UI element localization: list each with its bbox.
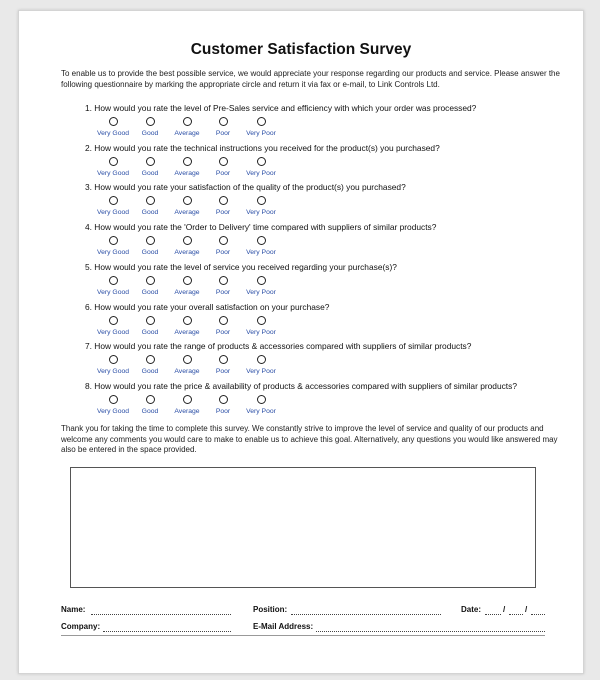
name-field[interactable]: [91, 614, 231, 615]
rating-label: Poor: [215, 209, 231, 217]
rating-options: [19, 236, 583, 258]
date-separator: /: [525, 605, 528, 614]
date-day-field[interactable]: [485, 614, 501, 615]
intro-text: To enable us to provide the best possible service, we would appreciate your response regarding our products and service. Please answer the following questionnaire by marking the appropriate circle and return it via fax or e-mail, to Link Controls Ltd.: [61, 69, 560, 89]
rating-label: Good: [141, 368, 159, 376]
rating-label: Very Poor: [246, 169, 276, 177]
rating-radio[interactable]: [257, 157, 266, 166]
rating-radio[interactable]: [219, 395, 228, 404]
rating-label: Good: [141, 209, 159, 217]
question-text: 6. How would you rate your overall satisfaction on your purchase?: [85, 301, 330, 312]
date-label: Date:: [461, 605, 482, 614]
comments-box[interactable]: [70, 467, 536, 588]
rating-label: Poor: [215, 368, 231, 376]
rating-label: Very Poor: [246, 209, 276, 217]
rating-radio[interactable]: [109, 316, 118, 325]
rating-radio[interactable]: [257, 316, 266, 325]
email-field[interactable]: [316, 631, 545, 632]
rating-label: Good: [141, 288, 159, 296]
rating-radio[interactable]: [109, 276, 118, 285]
rating-label: Average: [174, 407, 200, 415]
rating-radio[interactable]: [146, 117, 155, 126]
company-field[interactable]: [103, 631, 231, 632]
question-text: 2. How would you rate the technical instructions you received for the product(s) you purchased?: [85, 142, 440, 153]
rating-label: Very Good: [96, 328, 130, 336]
rating-label: Very Good: [96, 130, 130, 137]
rating-radio[interactable]: [109, 395, 118, 404]
rating-radio[interactable]: [257, 117, 266, 126]
date-month-field[interactable]: [509, 614, 523, 615]
rating-label: Poor: [215, 169, 231, 177]
thanks-text: Thank you for taking the time to complete this survey. We constantly strive to improve the level of service and quality of our products and welcome any comments you would care to make to enable us to achieve this goal. Alternatively, any questions you would like answered may also be entered in the space provided.: [61, 424, 558, 454]
rating-label: Average: [174, 209, 200, 217]
rating-radio[interactable]: [219, 117, 228, 126]
rating-label: Poor: [215, 328, 231, 336]
question-text: 5. How would you rate the level of service you received regarding your purchase(s)?: [85, 261, 397, 272]
divider: [61, 635, 545, 636]
rating-label: Very Poor: [246, 407, 276, 415]
question-text: 8. How would you rate the price & availability of products & accessories compared with suppliers of similar products?: [85, 380, 517, 391]
company-label: Company:: [61, 622, 101, 631]
rating-options: [19, 316, 583, 338]
rating-label: Poor: [215, 249, 231, 257]
rating-label: Very Poor: [246, 368, 276, 376]
rating-radio[interactable]: [257, 196, 266, 205]
rating-radio[interactable]: [109, 236, 118, 245]
rating-radio[interactable]: [219, 236, 228, 245]
rating-radio[interactable]: [183, 236, 192, 245]
name-label: Name:: [61, 605, 86, 614]
rating-options: [19, 196, 583, 218]
rating-radio[interactable]: [183, 316, 192, 325]
rating-radio[interactable]: [257, 355, 266, 364]
date-separator: /: [503, 605, 506, 614]
date-year-field[interactable]: [531, 614, 545, 615]
rating-label: Good: [141, 407, 159, 415]
question-text: 7. How would you rate the range of products & accessories compared with suppliers of similar products?: [85, 341, 472, 352]
rating-label: Average: [174, 288, 200, 296]
rating-radio[interactable]: [183, 276, 192, 285]
rating-label: Very Poor: [246, 130, 276, 137]
question-text: 1. How would you rate the level of Pre-Sales service and efficiency with which your order was processed?: [85, 103, 477, 113]
rating-label: Poor: [215, 407, 231, 415]
rating-radio[interactable]: [183, 117, 192, 126]
rating-label: Very Good: [96, 407, 130, 415]
rating-label: Good: [141, 169, 159, 177]
rating-radio[interactable]: [219, 196, 228, 205]
survey-page: [18, 10, 584, 674]
email-label: E-Mail Address:: [253, 622, 314, 631]
position-field[interactable]: [291, 614, 441, 615]
position-label: Position:: [253, 605, 288, 614]
rating-radio[interactable]: [146, 236, 155, 245]
rating-radio[interactable]: [257, 395, 266, 404]
question-text: 3. How would you rate your satisfaction of the quality of the product(s) you purchased?: [85, 182, 406, 193]
rating-radio[interactable]: [219, 276, 228, 285]
rating-options: [19, 276, 583, 298]
rating-radio[interactable]: [109, 117, 118, 126]
rating-label: Average: [174, 169, 200, 177]
question-text: 4. How would you rate the 'Order to Delivery' time compared with suppliers of similar products?: [85, 222, 437, 233]
rating-label: Very Good: [96, 209, 130, 217]
rating-radio[interactable]: [146, 395, 155, 404]
rating-radio[interactable]: [183, 196, 192, 205]
rating-label: Very Good: [96, 169, 130, 177]
rating-label: Poor: [215, 288, 231, 296]
rating-label: Very Poor: [246, 249, 276, 257]
rating-label: Average: [174, 328, 200, 336]
rating-label: Very Good: [96, 288, 130, 296]
rating-options: [19, 157, 583, 179]
rating-radio[interactable]: [219, 355, 228, 364]
rating-label: Good: [141, 130, 159, 137]
rating-radio[interactable]: [219, 316, 228, 325]
rating-label: Very Good: [96, 249, 130, 257]
rating-radio[interactable]: [183, 355, 192, 364]
rating-label: Very Poor: [246, 288, 276, 296]
rating-label: Very Poor: [246, 328, 276, 336]
rating-label: Average: [174, 249, 200, 257]
rating-radio[interactable]: [257, 236, 266, 245]
rating-radio[interactable]: [146, 157, 155, 166]
rating-radio[interactable]: [146, 355, 155, 364]
rating-radio[interactable]: [183, 157, 192, 166]
rating-options: [19, 395, 583, 417]
rating-options: [19, 117, 583, 139]
page-title: Customer Satisfaction Survey: [190, 41, 412, 58]
rating-radio[interactable]: [109, 157, 118, 166]
rating-radio[interactable]: [109, 196, 118, 205]
rating-radio[interactable]: [146, 196, 155, 205]
rating-radio[interactable]: [257, 276, 266, 285]
rating-radio[interactable]: [109, 355, 118, 364]
rating-options: [19, 355, 583, 377]
rating-label: Very Good: [96, 368, 130, 376]
rating-radio[interactable]: [183, 395, 192, 404]
rating-label: Average: [174, 130, 200, 137]
rating-label: Good: [141, 249, 159, 257]
rating-radio[interactable]: [146, 276, 155, 285]
rating-label: Poor: [215, 130, 231, 137]
rating-label: Good: [141, 328, 159, 336]
rating-radio[interactable]: [146, 316, 155, 325]
rating-label: Average: [174, 368, 200, 376]
rating-radio[interactable]: [219, 157, 228, 166]
